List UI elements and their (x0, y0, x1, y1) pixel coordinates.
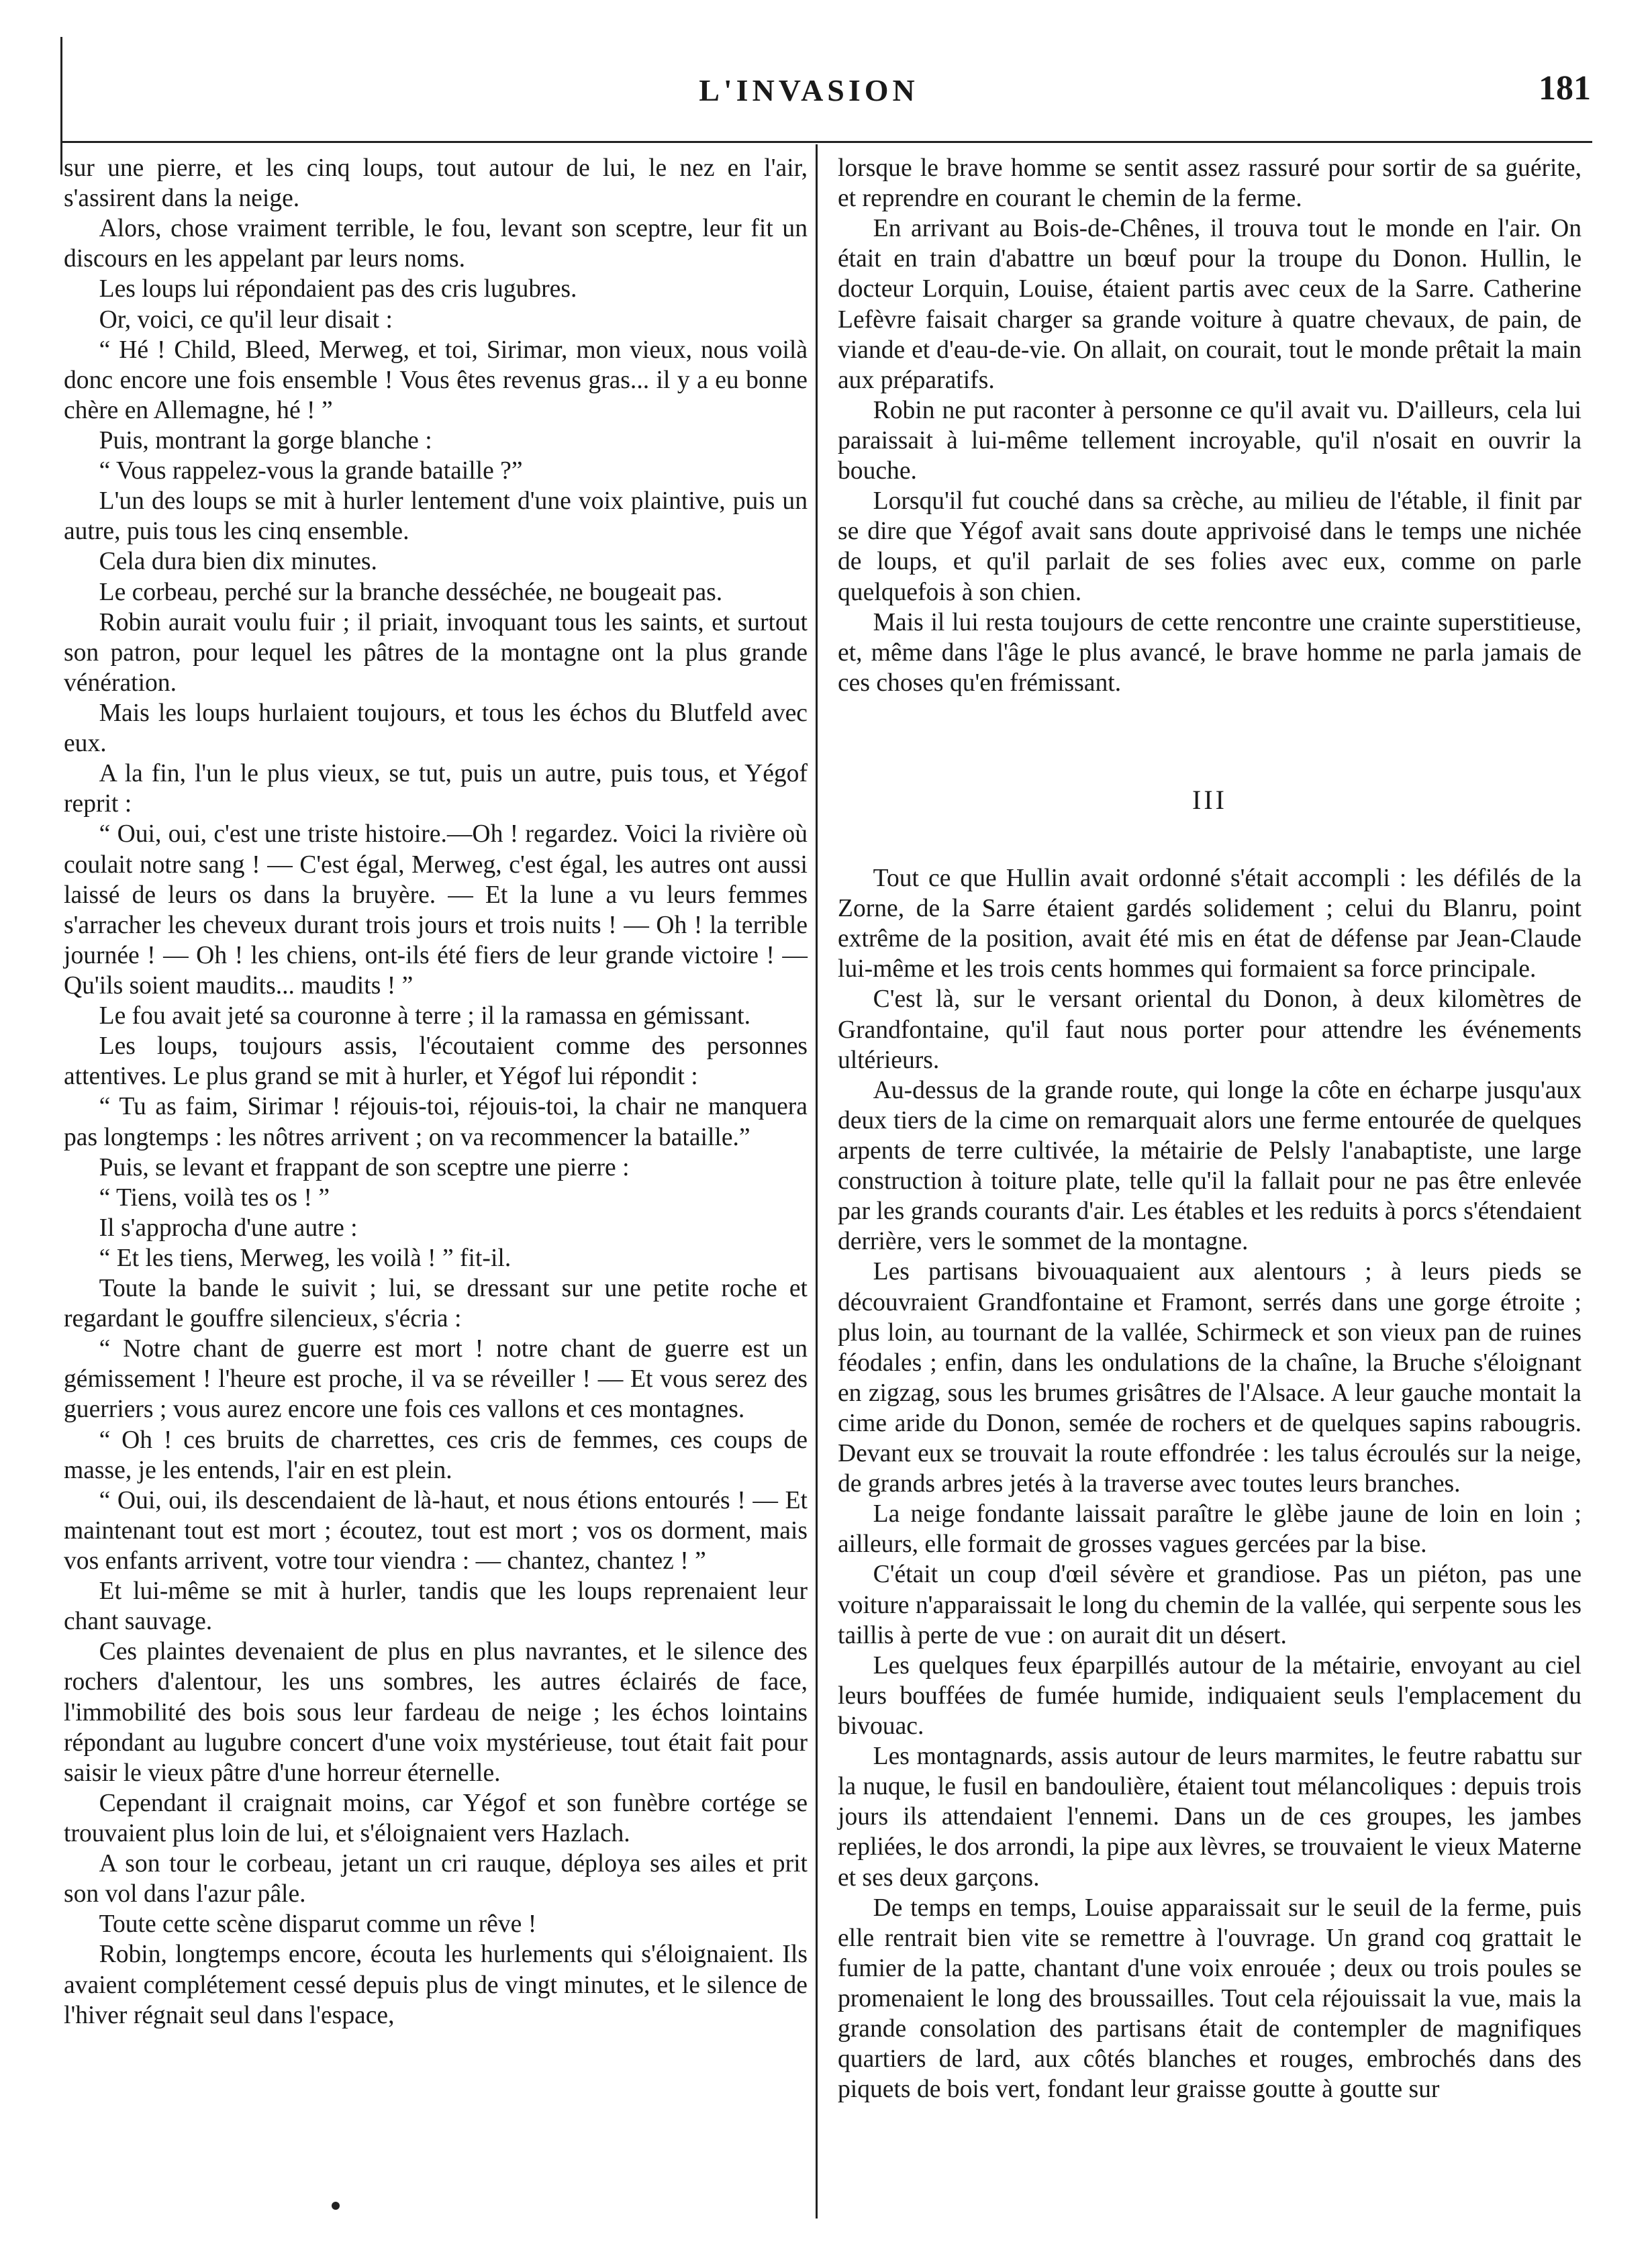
paragraph: C'était un coup d'œil sévère et grandiose. Pas un piéton, pas une voiture n'apparaissait le long du chemin de la vallée, qui serpente sous les taillis à perte de vue : on aurait dit un désert. (838, 1561, 1582, 1649)
paragraph: Cela dura bien dix minutes. (99, 548, 377, 576)
paragraph: Toute la bande le suivit ; lui, se dressant sur une petite roche et regardant le gouffre silencieux, s'écria : (64, 1275, 808, 1333)
paragraph: “ Tu as faim, Sirimar ! réjouis-toi, réjouis-toi, la chair ne manquera pas longtemps : les nôtres arrivent ; on va recommencer la bataille.” (64, 1093, 808, 1151)
paragraph: Ces plaintes devenaient de plus en plus navrantes, et le silence des rochers d'alentour, les uns sombres, les autres éclairés de face, l'immobilité des bois sous leur fardeau de neige ; les échos lointains répondant au lugubre concert d'une voix mystérieuse, tout était fait pour saisir le vieux pâtre d'une horreur éternelle. (64, 1638, 808, 1787)
paragraph: Robin ne put raconter à personne ce qu'il avait vu. D'ailleurs, cela lui paraissait à lui-même tellement incroyable, qu'il n'osait en ouvrir la bouche. (838, 396, 1582, 485)
paragraph: “ Tiens, voilà tes os ! ” (99, 1183, 330, 1212)
paragraph: Mais les loups hurlaient toujours, et tous les échos du Blutfeld avec eux. (64, 699, 808, 758)
paragraph: Au-dessus de la grande route, qui longe la côte en écharpe jusqu'aux deux tiers de la cime on remarquait alors une ferme entourée de quelques arpents de terre cultivée, la métairie de Pelsly l'anabaptiste, une large construction à toiture plate, telle qu'il la fallait pour ne pas être enlevée par les grands courants d'air. Les étables et les reduits à porcs s'étendaient derrière, vers le sommet de la montagne. (838, 1076, 1582, 1256)
paragraph: Lorsqu'il fut couché dans sa crèche, au milieu de l'étable, il finit par se dire que Yégof avait sans doute apprivoisé dans le temps une nichée de loups, et qu'il parlait de ses folies avec eux, comme on parle quelquefois à son chien. (838, 487, 1582, 606)
paragraph: Et lui-même se mit à hurler, tandis que les loups reprenaient leur chant sauvage. (64, 1577, 808, 1636)
paragraph: Les quelques feux éparpillés autour de la métairie, envoyant au ciel leurs bouffées de fumée humide, indiquaient seuls l'emplacement du bivouac. (838, 1651, 1582, 1741)
section-heading: III (1192, 784, 1227, 815)
ink-smudge (332, 2202, 340, 2210)
paragraph: Robin, longtemps encore, écouta les hurlements qui s'éloignaient. Ils avaient complétement cessé depuis plus de vingt minutes, et le silence de l'hiver régnait seul dans l'espace, (64, 1941, 808, 2029)
paragraph: Le fou avait jeté sa couronne à terre ; il la ramassa en gémissant. (99, 1002, 750, 1030)
paragraph: Le corbeau, perché sur la branche desséchée, ne bougeait pas. (99, 578, 723, 606)
paragraph: Mais il lui resta toujours de cette rencontre une crainte superstitieuse, et, même dans l'âge le plus avancé, le brave homme ne parla jamais de ces choses qu'en frémissant. (838, 608, 1582, 697)
paragraph: Robin aurait voulu fuir ; il priait, invoquant tous les saints, et surtout son patron, pour lequel les pâtres de la montagne ont la plus grande vénération. (64, 608, 808, 697)
paragraph: Cependant il craignait moins, car Yégof et son funèbre cortége se trouvaient plus loin de lui, et s'éloignaient vers Hazlach. (64, 1789, 808, 1848)
paragraph: Tout ce que Hullin avait ordonné s'était accompli : les défilés de la Zorne, de la Sarre étaient gardés solidement ; celui du Blanru, point extrême de la position, avait été mis en état de défense par Jean-Claude lui-même et les trois cents hommes qui formaient sa force principale. (838, 864, 1582, 983)
paragraph: Alors, chose vraiment terrible, le fou, levant son sceptre, leur fit un discours en les appelant par leurs noms. (64, 215, 808, 273)
paragraph: Les montagnards, assis autour de leurs marmites, le feutre rabattu sur la nuque, le fusil en bandoulière, étaient tout mélancoliques : depuis trois jours ils attendaient l'ennemi. Dans un de ces groupes, les jambes repliées, le dos arrondi, la pipe aux lèvres, se trouvaient le vieux Materne et ses deux garçons. (838, 1743, 1582, 1892)
right-column (838, 153, 1582, 2104)
paragraph: “ Oui, oui, ils descendaient de là-haut, et nous étions entourés ! — Et maintenant tout est mort ; écoutez, tout est mort ; vos os dorment, mais vos enfants arrivent, votre tour viendra : — chantez, chantez ! ” (64, 1486, 808, 1575)
paragraph: sur une pierre, et les cinq loups, tout autour de lui, le nez en l'air, s'assirent dans la neige. (64, 154, 808, 213)
paragraph: A son tour le corbeau, jetant un cri rauque, déploya ses ailes et prit son vol dans l'azur pâle. (64, 1850, 808, 1908)
paragraph: Puis, montrant la gorge blanche : (99, 426, 432, 454)
paragraph: “ Oh ! ces bruits de charrettes, ces cris de femmes, ces coups de masse, je les entends, l'air en est plein. (64, 1426, 808, 1484)
page-header (60, 69, 1591, 133)
paragraph: lorsque le brave homme se sentit assez rassuré pour sortir de sa guérite, et reprendre en courant le chemin de la ferme. (838, 154, 1582, 213)
paragraph: Toute cette scène disparut comme un rêve ! (99, 1910, 537, 1939)
paragraph: L'un des loups se mit à hurler lentement d'une voix plaintive, puis un autre, puis tous les cinq ensemble. (64, 487, 808, 546)
paragraph: C'est là, sur le versant oriental du Donon, à deux kilomètres de Grandfontaine, qu'il faut nous porter pour attendre les événements ultérieurs. (838, 985, 1582, 1074)
paragraph: Les loups, toujours assis, l'écoutaient comme des personnes attentives. Le plus grand se mit à hurler, et Yégof lui répondit : (64, 1032, 808, 1091)
column-rule (816, 144, 818, 2219)
running-title: L'INVASION (699, 73, 919, 107)
page-number: 181 (1539, 69, 1591, 107)
paragraph: “ Hé ! Child, Bleed, Merweg, et toi, Sirimar, mon vieux, nous voilà donc encore une fois ensemble ! Vous êtes revenus gras... il y a eu bonne chère en Allemagne, hé ! ” (64, 336, 808, 424)
paragraph: “ Et les tiens, Merweg, les voilà ! ” fit-il. (99, 1244, 512, 1272)
paragraph: Puis, se levant et frappant de son sceptre une pierre : (99, 1153, 630, 1181)
paragraph: En arrivant au Bois-de-Chênes, il trouva tout le monde en l'air. On était en train d'abattre un bœuf pour la troupe du Donon. Hullin, le docteur Lorquin, Louise, étaient partis avec ceux de la Sarre. Catherine Lefèvre faisait charger sa grande voiture à quatre chevaux, de pain, de viande et d'eau-de-vie. On allait, on courait, tout le monde prêtait la main aux préparatifs. (838, 215, 1582, 394)
paragraph: Les loups lui répondaient pas des cris lugubres. (99, 275, 577, 303)
paragraph: A la fin, l'un le plus vieux, se tut, puis un autre, puis tous, et Yégof reprit : (64, 760, 808, 818)
paragraph: La neige fondante laissait paraître le glèbe jaune de loin en loin ; ailleurs, elle formait de grosses vagues gercées par la bise. (838, 1500, 1582, 1559)
left-column (64, 153, 808, 2031)
paragraph: “ Vous rappelez-vous la grande bataille ?” (99, 457, 523, 485)
paragraph: “ Notre chant de guerre est mort ! notre chant de guerre est un gémissement ! l'heure est proche, il va se réveiller ! — Et vous serez des guerriers ; vous aurez encore une fois ces vallons et ces montagnes. (64, 1335, 808, 1424)
header-rule (60, 141, 1592, 143)
paragraph: “ Oui, oui, c'est une triste histoire.—Oh ! regardez. Voici la rivière où coulait notre sang ! — C'est égal, Merweg, c'est égal, les autres ont aussi laissé de leurs os dans la bruyère. — Et la lune a vu leurs femmes s'arracher les cheveux durant trois jours et trois nuits ! — Oh ! la terrible journée ! — Oh ! les chiens, ont-ils été fiers de leur grande victoire ! — Qu'ils soient maudits... maudits ! ” (64, 820, 808, 1000)
paragraph: Or, voici, ce qu'il leur disait : (99, 305, 393, 334)
paragraph: Il s'approcha d'une autre : (99, 1214, 358, 1242)
paragraph: De temps en temps, Louise apparaissait sur le seuil de la ferme, puis elle rentrait bien vite se remettre à l'ouvrage. Un grand coq grattait le fumier de la patte, chantant d'une voix enrouée ; deux ou trois poules se promenaient le long des broussailles. Tout cela réjouissait la vue, mais la grande consolation des partisans était de contempler de magnifiques quartiers de lard, aux côtés blanches et rouges, embrochés dans des piquets de bois vert, fondant leur graisse goutte à goutte sur (838, 1894, 1582, 2104)
paragraph: Les partisans bivouaquaient aux alentours ; à leurs pieds se découvraient Grandfontaine et Framont, serrés dans une gorge étroite ; plus loin, au tournant de la vallée, Schirmeck et son vieux pan de ruines féodales ; enfin, dans les ondulations de la chaîne, la Bruche s'éloignant en zigzag, sous les brumes grisâtres de l'Alsace. A leur gauche montait la cime aride du Donon, semée de rochers et de quelques sapins rabougris. Devant eux se trouvait la route effondrée : les talus écroulés sur la neige, de grands arbres jetés à la traverse avec toutes leurs branches. (838, 1258, 1582, 1498)
